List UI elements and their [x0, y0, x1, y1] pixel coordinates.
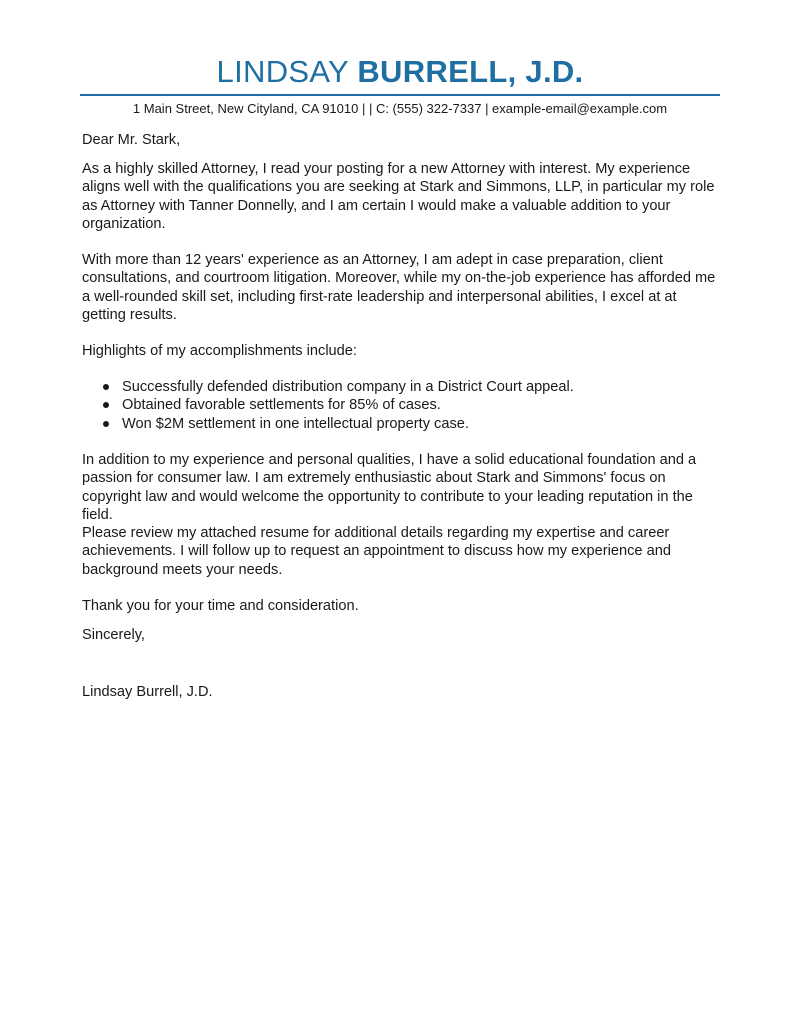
name-header [0, 54, 800, 90]
list-item-text: Successfully defended distribution company in a District Court appeal. [122, 379, 574, 395]
contact-line: 1 Main Street, New Cityland, CA 91010 | | C: (555) 322-7337 | example-email@example.com [132, 101, 668, 116]
list-item [82, 396, 722, 414]
list-item [82, 415, 722, 433]
bullet-icon [103, 384, 109, 390]
paragraph-4: Please review my attached resume for additional details regarding my expertise and career achievements. I will follow up to request an appointment to discuss how my experience and background meets your needs. [82, 525, 671, 578]
name-first: LINDSAY [216, 54, 349, 89]
name-last: BURRELL, J.D. [357, 54, 584, 89]
thanks-line: Thank you for your time and consideration. [82, 598, 359, 614]
list-item-text: Obtained favorable settlements for 85% of cases. [122, 397, 441, 414]
paragraph-2: With more than 12 years' experience as an Attorney, I am adept in case preparation, client consultations, and courtroom litigation. Moreover, while my on-the-job experience has afforded me a well-rounded skill set, including first-rate leadership and interpersonal abilities, I excel at at getting results. [82, 252, 716, 324]
bullet-icon [103, 402, 109, 408]
bullet-icon [103, 421, 109, 427]
paragraph-1: As a highly skilled Attorney, I read your posting for a new Attorney with interest. My experience aligns well with the qualifications you are seeking at Stark and Simmons, LLP, in particular my role as Attorney with Tanner Donnelly, and I am certain I would make a valuable addition to your organization. [82, 161, 715, 233]
highlights-intro: Highlights of my accomplishments include: [82, 343, 357, 359]
paragraph-3: In addition to my experience and personal qualities, I have a solid educational foundation and a passion for consumer law. I am extremely enthusiastic about Stark and Simmons' focus on copyright law and would welcome the opportunity to contribute to your leading reputation in the field. [82, 452, 697, 524]
closing: Sincerely, [82, 627, 145, 643]
list-item-text: Won $2M settlement in one intellectual property case. [122, 415, 469, 432]
header-divider [80, 94, 720, 96]
accomplishments-list [82, 378, 722, 433]
signature: Lindsay Burrell, J.D. [82, 684, 213, 700]
list-item [82, 378, 722, 396]
greeting: Dear Mr. Stark, [82, 132, 181, 148]
